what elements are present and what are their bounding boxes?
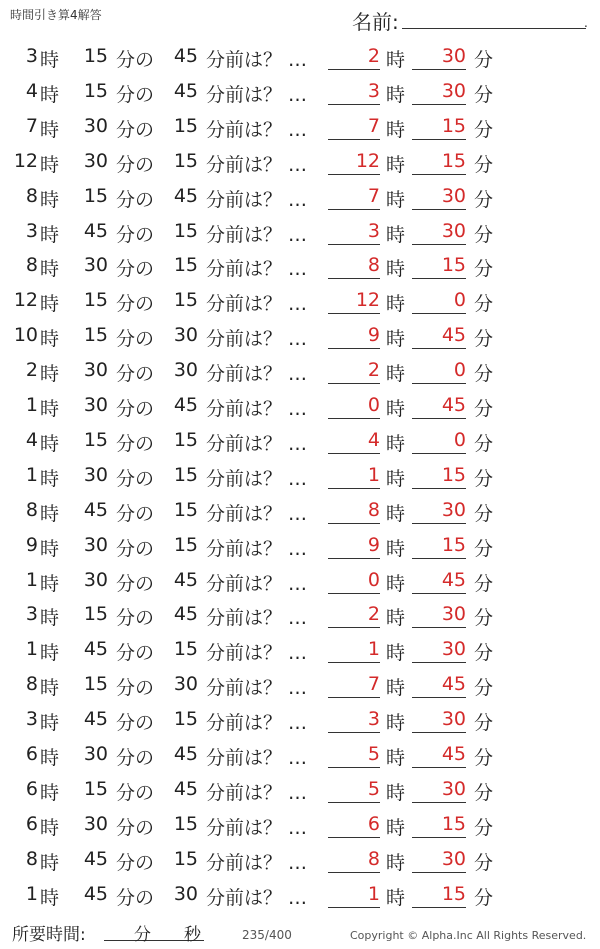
start-minute: 15 (83, 289, 108, 312)
start-hour: 3 (25, 603, 38, 626)
before-is-label: 分前は？ … (206, 677, 308, 700)
start-hour: 1 (25, 394, 38, 416)
hour-unit: 時 (40, 747, 60, 769)
start-hour: 6 (25, 743, 38, 765)
minute-of-label: 分の (116, 153, 155, 176)
start-minute: 15 (83, 184, 108, 207)
start-hour: 12 (13, 149, 38, 172)
hour-unit: 時 (40, 398, 60, 420)
minute-of-label: 分の (116, 572, 155, 595)
answer-hour[interactable]: 3 (328, 708, 380, 733)
hour-unit: 時 (40, 328, 60, 351)
answer-minute-unit: 分 (474, 432, 494, 455)
problem-row (0, 178, 600, 213)
answer-minute[interactable]: 30 (412, 220, 466, 245)
answer-minute[interactable]: 45 (412, 394, 466, 419)
subtract-minutes: 30 (173, 673, 198, 696)
answer-hour[interactable]: 0 (328, 569, 380, 594)
answer-minute[interactable]: 30 (412, 185, 466, 210)
hour-unit: 時 (40, 188, 60, 211)
answer-minute-unit: 分 (474, 642, 494, 665)
start-minute: 45 (83, 708, 108, 731)
before-is-label: 分前は？ … (206, 363, 308, 386)
answer-hour-unit: 時 (386, 851, 406, 874)
page-number: 235/400 (242, 928, 292, 942)
subtract-minutes: 30 (173, 882, 198, 905)
answer-minute[interactable]: 15 (412, 254, 466, 279)
minute-of-label: 分の (116, 851, 155, 874)
subtract-minutes: 15 (173, 812, 198, 835)
answer-hour-unit: 時 (386, 572, 406, 595)
problem-row (0, 213, 600, 248)
answer-minute[interactable]: 15 (412, 534, 466, 559)
name-input-line[interactable] (402, 28, 586, 29)
hour-unit: 時 (40, 816, 60, 839)
answer-minute[interactable]: 15 (412, 464, 466, 489)
answer-hour-unit: 時 (386, 188, 406, 211)
start-minute: 30 (83, 568, 108, 591)
minute-of-label: 分の (116, 816, 155, 839)
worksheet-title: 時間引き算4解答 (10, 8, 102, 22)
answer-hour[interactable]: 8 (328, 254, 380, 279)
answer-hour[interactable]: 0 (328, 394, 380, 419)
hour-unit: 時 (40, 537, 60, 560)
answer-hour[interactable]: 7 (328, 673, 380, 698)
answer-minute-unit: 分 (474, 188, 494, 211)
start-minute: 45 (83, 638, 108, 661)
answer-hour-unit: 時 (386, 153, 406, 176)
minute-of-label: 分の (116, 642, 155, 665)
subtract-minutes: 15 (173, 219, 198, 242)
name-line-end: . (584, 16, 588, 30)
answer-hour-unit: 時 (386, 607, 406, 630)
problem-row (0, 317, 600, 352)
answer-hour[interactable]: 6 (328, 813, 380, 838)
time-seconds-unit: 秒 (184, 925, 201, 945)
start-minute: 15 (83, 45, 108, 67)
problem-row (0, 562, 600, 597)
answer-minute-unit: 分 (474, 153, 494, 176)
before-is-label: 分前は？ … (206, 572, 308, 595)
start-minute: 30 (83, 114, 108, 137)
answer-hour[interactable]: 1 (328, 638, 380, 663)
answer-hour-unit: 時 (386, 83, 406, 106)
start-minute: 15 (83, 777, 108, 800)
start-hour: 8 (25, 184, 38, 207)
hour-unit: 時 (40, 502, 60, 525)
problem-row (0, 806, 600, 841)
answer-hour[interactable]: 3 (328, 220, 380, 245)
answer-minute-unit: 分 (474, 712, 494, 735)
answer-hour-unit: 時 (386, 781, 406, 804)
minute-of-label: 分の (116, 537, 155, 560)
answer-hour-unit: 時 (386, 398, 406, 420)
answer-minute-unit: 分 (474, 747, 494, 769)
problem-row (0, 527, 600, 562)
minute-of-label: 分の (116, 188, 155, 211)
before-is-label: 分前は？ … (206, 432, 308, 455)
answer-minute-unit: 分 (474, 537, 494, 560)
answer-hour-unit: 時 (386, 432, 406, 455)
hour-unit: 時 (40, 83, 60, 106)
minute-of-label: 分の (116, 467, 155, 490)
hour-unit: 時 (40, 642, 60, 665)
start-minute: 45 (83, 882, 108, 905)
start-hour: 6 (25, 777, 38, 800)
start-minute: 45 (83, 498, 108, 521)
answer-hour-unit: 時 (386, 467, 406, 490)
problem-row (0, 387, 600, 422)
subtract-minutes: 15 (173, 428, 198, 451)
hour-unit: 時 (40, 293, 60, 316)
answer-minute[interactable]: 0 (412, 429, 466, 454)
answer-minute[interactable]: 0 (412, 359, 466, 384)
start-minute: 30 (83, 394, 108, 416)
answer-hour[interactable]: 9 (328, 534, 380, 559)
start-hour: 1 (25, 882, 38, 905)
subtract-minutes: 15 (173, 149, 198, 172)
before-is-label: 分前は？ … (206, 747, 308, 769)
minute-of-label: 分の (116, 781, 155, 804)
answer-minute[interactable]: 45 (412, 569, 466, 594)
start-hour: 8 (25, 498, 38, 521)
answer-minute-unit: 分 (474, 258, 494, 281)
minute-of-label: 分の (116, 886, 155, 909)
start-hour: 12 (13, 289, 38, 312)
answer-hour[interactable]: 9 (328, 324, 380, 349)
answer-hour[interactable]: 3 (328, 80, 380, 105)
answer-hour[interactable]: 1 (328, 464, 380, 489)
before-is-label: 分前は？ … (206, 153, 308, 176)
before-is-label: 分前は？ … (206, 781, 308, 804)
subtract-minutes: 45 (173, 777, 198, 800)
answer-hour-unit: 時 (386, 747, 406, 769)
start-hour: 6 (25, 812, 38, 835)
answer-hour-unit: 時 (386, 258, 406, 281)
answer-minute[interactable]: 30 (412, 708, 466, 733)
start-hour: 4 (25, 428, 38, 451)
answer-hour-unit: 時 (386, 886, 406, 909)
answer-hour[interactable]: 8 (328, 848, 380, 873)
answer-hour-unit: 時 (386, 328, 406, 351)
answer-minute-unit: 分 (474, 502, 494, 525)
minute-of-label: 分の (116, 607, 155, 630)
start-hour: 8 (25, 673, 38, 696)
problem-row (0, 596, 600, 631)
answer-hour-unit: 時 (386, 363, 406, 386)
answer-minute[interactable]: 0 (412, 289, 466, 314)
before-is-label: 分前は？ … (206, 642, 308, 665)
start-minute: 30 (83, 812, 108, 835)
subtract-minutes: 45 (173, 45, 198, 67)
subtract-minutes: 45 (173, 743, 198, 765)
hour-unit: 時 (40, 886, 60, 909)
start-hour: 1 (25, 568, 38, 591)
start-minute: 45 (83, 847, 108, 870)
problem-row (0, 73, 600, 108)
hour-unit: 時 (40, 118, 60, 141)
answer-minute-unit: 分 (474, 816, 494, 839)
hour-unit: 時 (40, 851, 60, 874)
answer-hour[interactable]: 5 (328, 743, 380, 768)
hour-unit: 時 (40, 258, 60, 281)
answer-minute-unit: 分 (474, 398, 494, 420)
answer-hour-unit: 時 (386, 502, 406, 525)
minute-of-label: 分の (116, 363, 155, 386)
before-is-label: 分前は？ … (206, 118, 308, 141)
subtract-minutes: 45 (173, 184, 198, 207)
answer-minute[interactable]: 30 (412, 45, 466, 70)
minute-of-label: 分の (116, 502, 155, 525)
before-is-label: 分前は？ … (206, 328, 308, 351)
subtract-minutes: 30 (173, 324, 198, 347)
subtract-minutes: 15 (173, 847, 198, 870)
start-minute: 30 (83, 149, 108, 172)
answer-minute[interactable]: 45 (412, 673, 466, 698)
answer-minute-unit: 分 (474, 467, 494, 490)
before-is-label: 分前は？ … (206, 49, 308, 71)
subtract-minutes: 15 (173, 533, 198, 556)
minute-of-label: 分の (116, 293, 155, 316)
start-hour: 3 (25, 219, 38, 242)
answer-hour[interactable]: 7 (328, 115, 380, 140)
answer-hour-unit: 時 (386, 642, 406, 665)
answer-minute[interactable]: 30 (412, 80, 466, 105)
before-is-label: 分前は？ … (206, 188, 308, 211)
start-minute: 30 (83, 359, 108, 382)
subtract-minutes: 15 (173, 498, 198, 521)
answer-hour-unit: 時 (386, 537, 406, 560)
before-is-label: 分前は？ … (206, 467, 308, 490)
start-hour: 3 (25, 708, 38, 731)
hour-unit: 時 (40, 153, 60, 176)
subtract-minutes: 30 (173, 359, 198, 382)
hour-unit: 時 (40, 467, 60, 490)
problem-row (0, 143, 600, 178)
answer-hour[interactable]: 2 (328, 603, 380, 628)
minute-of-label: 分の (116, 747, 155, 769)
before-is-label: 分前は？ … (206, 258, 308, 281)
start-hour: 10 (13, 324, 38, 347)
start-minute: 15 (83, 428, 108, 451)
answer-hour[interactable]: 12 (328, 289, 380, 314)
problem-row (0, 282, 600, 317)
answer-minute-unit: 分 (474, 223, 494, 246)
answer-hour[interactable]: 2 (328, 45, 380, 70)
subtract-minutes: 45 (173, 79, 198, 102)
problem-row (0, 771, 600, 806)
problem-row (0, 701, 600, 736)
start-hour: 2 (25, 359, 38, 382)
answer-minute-unit: 分 (474, 851, 494, 874)
answer-hour[interactable]: 4 (328, 429, 380, 454)
minute-of-label: 分の (116, 677, 155, 700)
time-required-label: 所要時間: (12, 925, 86, 945)
answer-minute-unit: 分 (474, 607, 494, 630)
answer-minute[interactable]: 45 (412, 324, 466, 349)
problem-row (0, 247, 600, 282)
problem-row (0, 736, 600, 771)
problem-row (0, 422, 600, 457)
start-hour: 1 (25, 638, 38, 661)
answer-minute[interactable]: 30 (412, 638, 466, 663)
answer-minute-unit: 分 (474, 677, 494, 700)
problem-row (0, 352, 600, 387)
answer-hour[interactable]: 12 (328, 150, 380, 175)
start-minute: 15 (83, 79, 108, 102)
problem-row (0, 841, 600, 876)
answer-minute-unit: 分 (474, 293, 494, 316)
answer-hour-unit: 時 (386, 816, 406, 839)
answer-minute[interactable]: 30 (412, 848, 466, 873)
hour-unit: 時 (40, 49, 60, 71)
time-minutes-unit: 分 (134, 925, 151, 945)
before-is-label: 分前は？ … (206, 886, 308, 909)
problem-row (0, 108, 600, 143)
minute-of-label: 分の (116, 258, 155, 281)
hour-unit: 時 (40, 363, 60, 386)
start-minute: 30 (83, 463, 108, 486)
copyright-text: Copyright © Alpha.Inc All Rights Reserved. (350, 929, 587, 942)
minute-of-label: 分の (116, 49, 155, 71)
answer-hour-unit: 時 (386, 677, 406, 700)
answer-hour-unit: 時 (386, 293, 406, 316)
start-hour: 1 (25, 463, 38, 486)
hour-unit: 時 (40, 223, 60, 246)
problem-row (0, 38, 600, 73)
problem-row (0, 492, 600, 527)
subtract-minutes: 15 (173, 254, 198, 277)
answer-minute-unit: 分 (474, 49, 494, 71)
before-is-label: 分前は？ … (206, 223, 308, 246)
answer-minute-unit: 分 (474, 83, 494, 106)
answer-minute[interactable]: 30 (412, 603, 466, 628)
before-is-label: 分前は？ … (206, 537, 308, 560)
before-is-label: 分前は？ … (206, 502, 308, 525)
minute-of-label: 分の (116, 118, 155, 141)
minute-of-label: 分の (116, 712, 155, 735)
before-is-label: 分前は？ … (206, 607, 308, 630)
hour-unit: 時 (40, 712, 60, 735)
problem-row (0, 631, 600, 666)
hour-unit: 時 (40, 781, 60, 804)
answer-hour-unit: 時 (386, 712, 406, 735)
answer-minute[interactable]: 30 (412, 778, 466, 803)
problem-row (0, 457, 600, 492)
subtract-minutes: 15 (173, 638, 198, 661)
before-is-label: 分前は？ … (206, 712, 308, 735)
answer-minute-unit: 分 (474, 328, 494, 351)
subtract-minutes: 15 (173, 114, 198, 137)
problem-row (0, 666, 600, 701)
before-is-label: 分前は？ … (206, 816, 308, 839)
before-is-label: 分前は？ … (206, 851, 308, 874)
answer-minute-unit: 分 (474, 118, 494, 141)
subtract-minutes: 15 (173, 289, 198, 312)
start-hour: 8 (25, 254, 38, 277)
subtract-minutes: 45 (173, 603, 198, 626)
before-is-label: 分前は？ … (206, 83, 308, 106)
answer-hour[interactable]: 2 (328, 359, 380, 384)
minute-of-label: 分の (116, 83, 155, 106)
answer-minute[interactable]: 15 (412, 813, 466, 838)
minute-of-label: 分の (116, 223, 155, 246)
hour-unit: 時 (40, 572, 60, 595)
start-hour: 9 (25, 533, 38, 556)
subtract-minutes: 15 (173, 708, 198, 731)
answer-hour-unit: 時 (386, 49, 406, 71)
subtract-minutes: 45 (173, 394, 198, 416)
answer-minute[interactable]: 15 (412, 883, 466, 908)
name-label: 名前: (352, 10, 399, 34)
before-is-label: 分前は？ … (206, 293, 308, 316)
subtract-minutes: 45 (173, 568, 198, 591)
start-minute: 15 (83, 603, 108, 626)
start-minute: 15 (83, 324, 108, 347)
answer-minute-unit: 分 (474, 886, 494, 909)
start-minute: 30 (83, 743, 108, 765)
before-is-label: 分前は？ … (206, 398, 308, 420)
answer-minute-unit: 分 (474, 781, 494, 804)
answer-hour[interactable]: 7 (328, 185, 380, 210)
start-minute: 15 (83, 673, 108, 696)
minute-of-label: 分の (116, 328, 155, 351)
answer-hour-unit: 時 (386, 223, 406, 246)
start-hour: 8 (25, 847, 38, 870)
answer-hour[interactable]: 5 (328, 778, 380, 803)
subtract-minutes: 15 (173, 463, 198, 486)
answer-hour-unit: 時 (386, 118, 406, 141)
start-hour: 4 (25, 79, 38, 102)
answer-minute[interactable]: 45 (412, 743, 466, 768)
start-minute: 30 (83, 254, 108, 277)
problem-row (0, 876, 600, 911)
start-minute: 30 (83, 533, 108, 556)
hour-unit: 時 (40, 607, 60, 630)
answer-hour[interactable]: 8 (328, 499, 380, 524)
start-hour: 3 (25, 45, 38, 67)
answer-hour[interactable]: 1 (328, 883, 380, 908)
hour-unit: 時 (40, 677, 60, 700)
answer-minute-unit: 分 (474, 363, 494, 386)
minute-of-label: 分の (116, 432, 155, 455)
start-minute: 45 (83, 219, 108, 242)
answer-minute[interactable]: 15 (412, 115, 466, 140)
minute-of-label: 分の (116, 398, 155, 420)
hour-unit: 時 (40, 432, 60, 455)
start-hour: 7 (25, 114, 38, 137)
answer-minute[interactable]: 15 (412, 150, 466, 175)
answer-minute-unit: 分 (474, 572, 494, 595)
answer-minute[interactable]: 30 (412, 499, 466, 524)
